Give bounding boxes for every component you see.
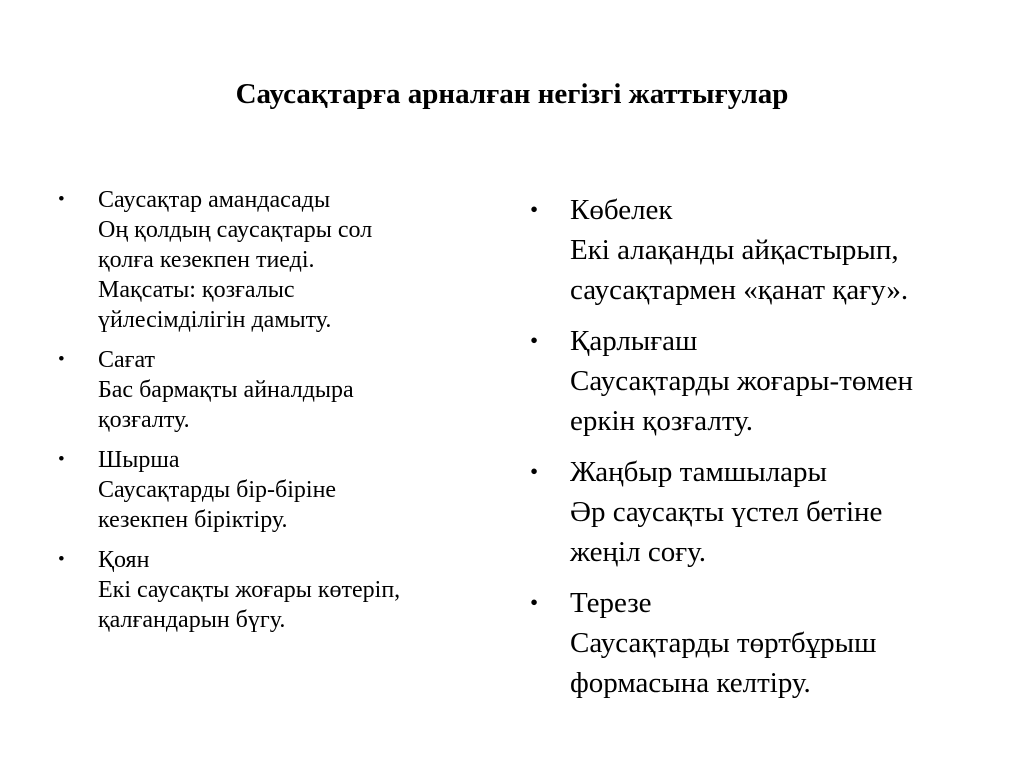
bullet-icon: •: [58, 349, 65, 370]
exercise-description: Саусақтарды бір-біріне кезекпен біріктіру.: [98, 477, 337, 533]
exercise-description: Саусақтарды жоғары-төмен еркін қозғалту.: [570, 365, 914, 437]
exercise-description: Саусақтарды төртбұрыш формасына келтіру.: [570, 627, 877, 699]
exercise-description: Әр саусақты үстел бетіне жеңіл соғу.: [570, 496, 883, 568]
bullet-icon: •: [58, 549, 65, 570]
exercise-name: Саусақтар амандасады: [98, 187, 331, 213]
exercise-name: Көбелек: [570, 194, 673, 226]
exercise-name: Қоян: [98, 547, 150, 573]
bullet-icon: •: [530, 197, 539, 223]
exercise-item: [530, 321, 1000, 441]
exercise-description: Екі саусақты жоғары көтеріп, қалғандарын бүгу.: [98, 577, 401, 633]
right-exercise-list: [530, 190, 1000, 714]
exercise-description: Бас бармақты айналдыра қозғалту.: [98, 377, 354, 433]
slide-title: Саусақтарға арналған негізгі жаттығулар: [235, 78, 789, 110]
exercise-name: Сағат: [98, 347, 156, 373]
exercise-item: [58, 445, 478, 535]
exercise-name: Шырша: [98, 447, 180, 473]
bullet-icon: •: [58, 449, 65, 470]
exercise-item: [530, 452, 1000, 572]
exercise-item: [530, 190, 1000, 310]
bullet-icon: •: [530, 459, 539, 485]
exercise-description: Оң қолдың саусақтары сол қолға кезекпен тиеді. Мақсаты: қозғалыс үйлесімділігін дамыту.: [98, 217, 373, 333]
left-exercise-list: [58, 185, 478, 645]
exercise-item: [58, 345, 478, 435]
exercise-description: Екі алақанды айқастырып, саусақтармен «қанат қағу».: [570, 234, 909, 306]
exercise-name: Жаңбыр тамшылары: [570, 456, 828, 488]
exercise-name: Қарлығаш: [570, 325, 698, 357]
exercise-item: [58, 545, 478, 635]
bullet-icon: •: [530, 590, 539, 616]
bullet-icon: •: [530, 328, 539, 354]
exercise-item: [530, 583, 1000, 703]
bullet-icon: •: [58, 189, 65, 210]
exercise-name: Терезе: [570, 587, 652, 619]
exercise-item: [58, 185, 478, 335]
